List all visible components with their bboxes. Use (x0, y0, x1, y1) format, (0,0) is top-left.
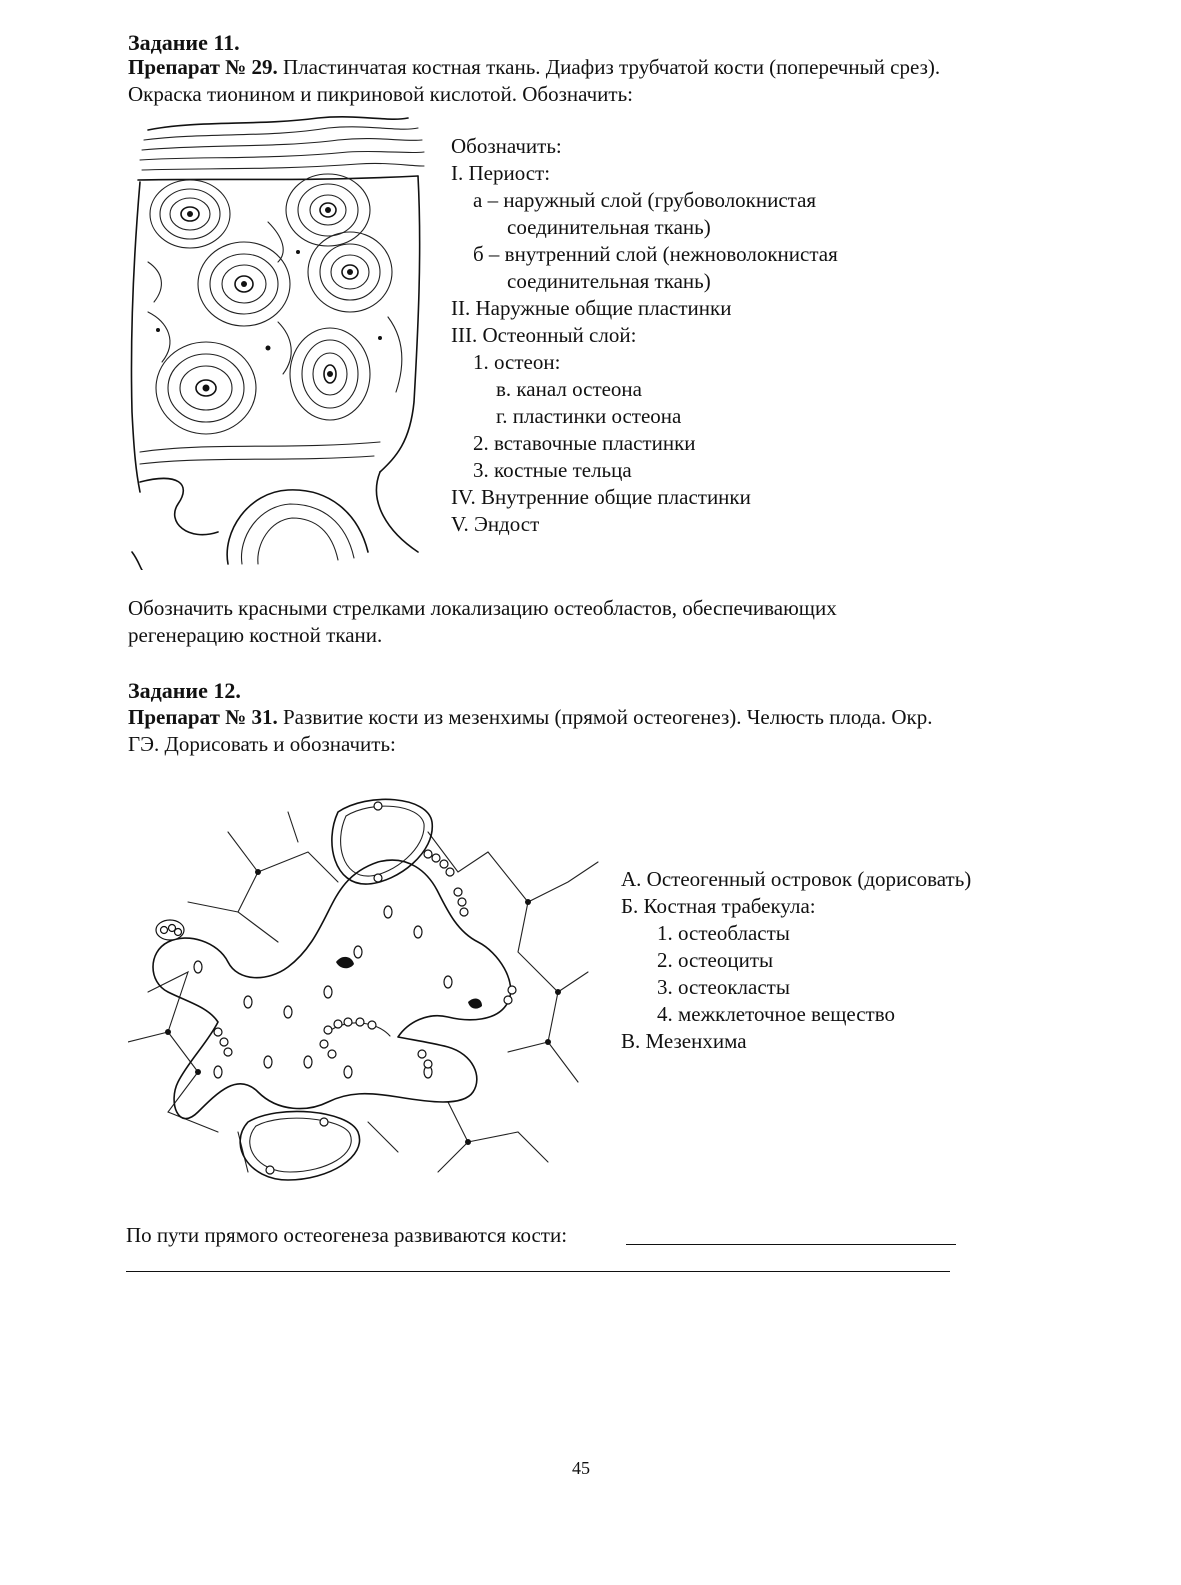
answer-line-1[interactable] (626, 1244, 956, 1245)
legend-inner-layer: б – внутренний слой (нежноволокнистая (473, 242, 838, 266)
blood-vessel-top (332, 799, 432, 884)
legend-osteocytes: 2. остеоциты (657, 948, 774, 972)
task12-prep-line2: ГЭ. Дорисовать и обозначить: (128, 732, 396, 756)
task12-legend (621, 866, 971, 1055)
legend-bone-bodies: 3. костные тельца (473, 458, 632, 482)
blood-vessel-bottom (240, 1111, 359, 1180)
page-number: 45 (572, 1458, 590, 1478)
task12-heading: Задание 12. (128, 678, 241, 703)
lamellar-bone-drawing (118, 112, 434, 570)
legend-periosteum: I. Периост: (451, 161, 551, 185)
task12-prep-label: Препарат № 31. (128, 705, 278, 729)
legend-title: Обозначить: (451, 134, 562, 158)
legend-osteon-layer: III. Остеонный слой: (451, 323, 637, 347)
legend-mesenchyme: В. Мезенхима (621, 1029, 747, 1053)
legend-bone-trabecula: Б. Костная трабекула: (621, 894, 816, 918)
legend-outer-lamellae: II. Наружные общие пластинки (451, 296, 732, 320)
task11-prep-label: Препарат № 29. (128, 55, 278, 79)
task11-prep-text: Пластинчатая костная ткань. Диафиз трубчатой кости (поперечный срез). (277, 55, 941, 79)
task12-prep-line1 (128, 704, 1128, 731)
osteon-3 (198, 242, 290, 326)
legend-osteon-canal: в. канал остеона (496, 377, 642, 401)
bone-trabecula (153, 860, 511, 1119)
task11-legend (451, 133, 838, 538)
task11-heading: Задание 11. (128, 30, 240, 55)
task11-prep-line2: Окраска тионином и пикриновой кислотой. Обозначить: (128, 82, 633, 106)
osteon-2 (286, 174, 370, 246)
task11-note-line2: регенерацию костной ткани. (128, 623, 383, 647)
legend-matrix: 4. межклеточное вещество (657, 1002, 896, 1026)
legend-osteoblasts: 1. остеобласты (657, 921, 790, 945)
legend-osteon-lamellae: г. пластинки остеона (496, 404, 682, 428)
mesenchyme-network (128, 812, 598, 1172)
task11-note-line1: Обозначить красными стрелками локализацию остеобластов, обеспечивающих (128, 596, 837, 620)
legend-endosteum: V. Эндост (451, 512, 540, 536)
osteogenesis-drawing (128, 792, 600, 1184)
legend-inner-lamellae: IV. Внутренние общие пластинки (451, 485, 751, 509)
osteon-1 (150, 180, 230, 248)
answer-line-2[interactable] (126, 1271, 950, 1272)
legend-osteogenic-island: А. Остеогенный островок (дорисовать) (621, 867, 972, 891)
legend-interstitial: 2. вставочные пластинки (473, 431, 696, 455)
osteon-5 (156, 342, 256, 434)
task12-question: По пути прямого остеогенеза развиваются кости: (126, 1223, 568, 1247)
osteon-4 (308, 232, 392, 312)
task11-prep-line1 (128, 54, 1128, 81)
legend-inner-layer-cont: соединительная ткань) (507, 269, 711, 293)
legend-outer-layer-cont: соединительная ткань) (507, 215, 711, 239)
legend-osteoclasts: 3. остеокласты (657, 975, 790, 999)
legend-osteon: 1. остеон: (473, 350, 561, 374)
task12-prep-text: Развитие кости из мезенхимы (прямой остеогенез). Челюсть плода. Окр. (277, 705, 933, 729)
osteon-6 (290, 328, 370, 420)
legend-outer-layer: а – наружный слой (грубоволокнистая (473, 188, 817, 212)
